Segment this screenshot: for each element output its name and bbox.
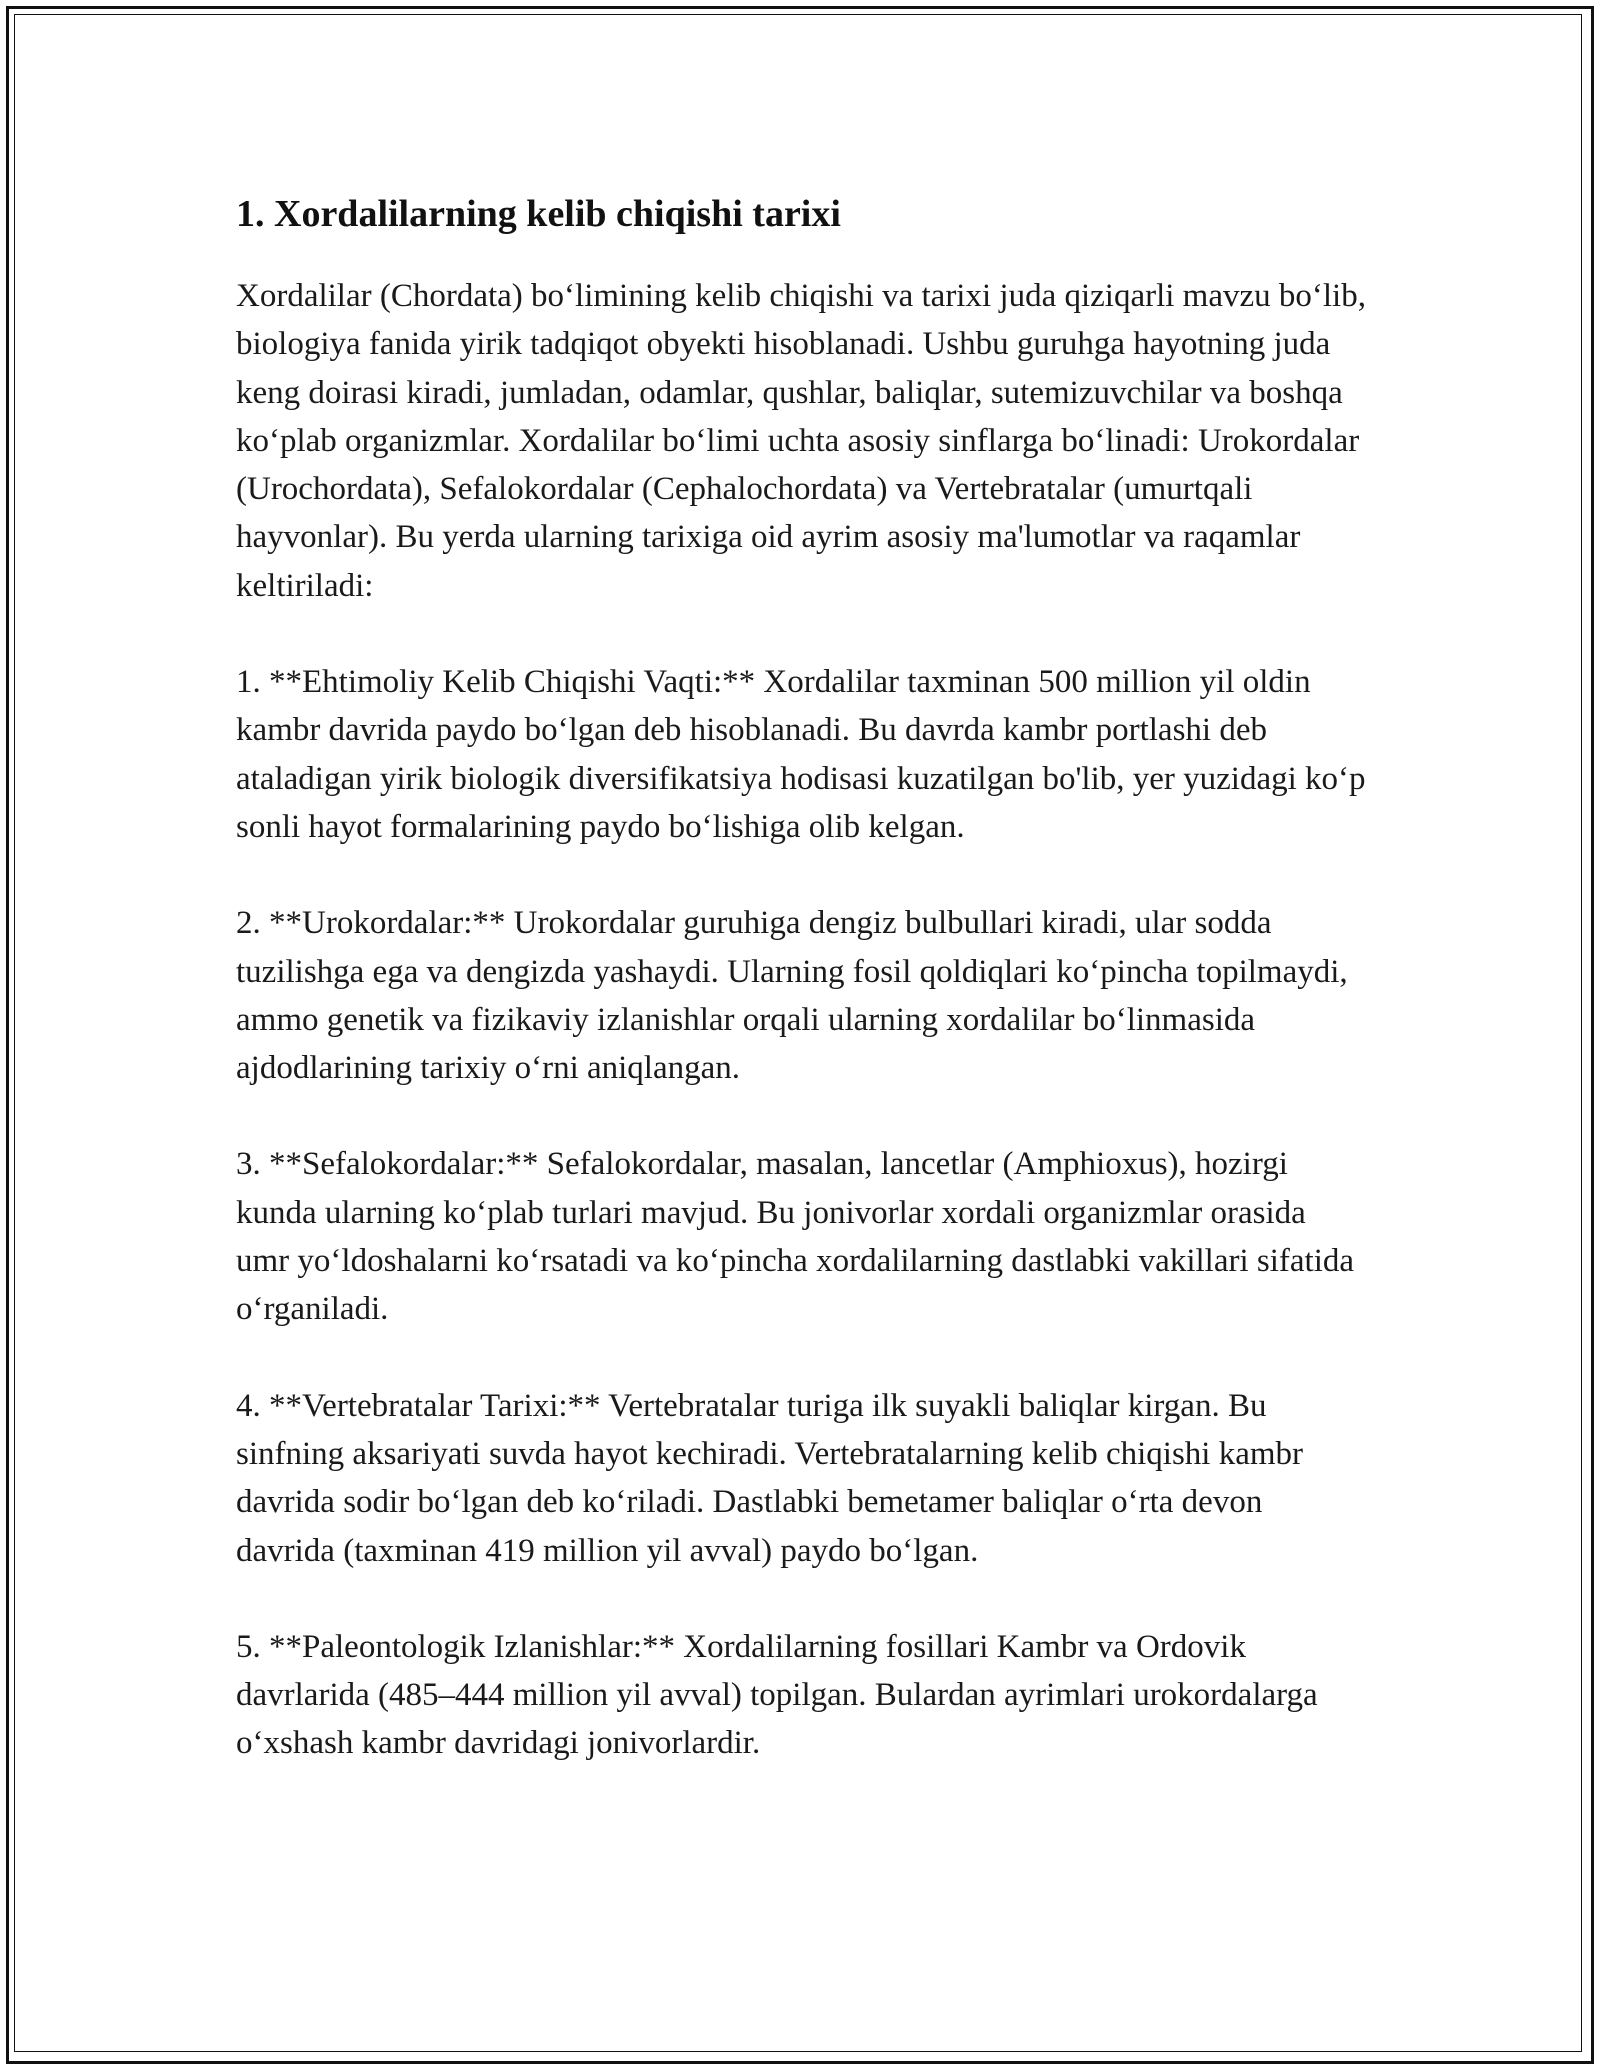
document-title: 1. Xordalilarning kelib chiqishi tarixi [236,193,841,235]
list-item-paleontology: 5. **Paleontologik Izlanishlar:** Xordalilarning fosillari Kambr va Ordovik davrlarida (485–444 million yil avval) topilgan. Bulardan ayrimlari urokordalarga o‘xshash kambr davridagi jonivorlardir. [236,1628,1318,1762]
list-item-origin-time: 1. **Ehtimoliy Kelib Chiqishi Vaqti:** Xordalilar taxminan 500 million yil oldin kambr davrida paydo bo‘lgan deb hisoblanadi. Bu davrda kambr portlashi deb ataladigan yirik biologik diversifikatsiya hodisasi kuzatilgan bo'lib, yer yuzidagi ko‘p sonli hayot formalarining paydo bo‘lishiga olib kelgan. [236,664,1366,845]
document-body [236,186,1366,1816]
list-item-vertebrata-history: 4. **Vertebratalar Tarixi:** Vertebratalar turiga ilk suyakli baliqlar kirgan. Bu sinfning aksariyati suvda hayot kechiradi. Vertebratalarning kelib chiqishi kambr davrida sodir bo‘lgan deb ko‘riladi. Dastlabki bemetamer baliqlar o‘rta devon davrida (taxminan 419 million yil avval) paydo bo‘lgan. [236,1387,1304,1569]
list-item-urochordata: 2. **Urokordalar:** Urokordalar guruhiga dengiz bulbullari kiradi, ular sodda tuzilishga ega va dengizda yashaydi. Ularning fosil qoldiqlari ko‘pincha topilmaydi, ammo genetik va fizikaviy izlanishlar orqali ularning xordalilar bo‘linmasida ajdodlarining tarixiy o‘rni aniqlangan. [236,905,1348,1087]
list-item-cephalochordata: 3. **Sefalokordalar:** Sefalokordalar, masalan, lancetlar (Amphioxus), hozirgi kunda ularning ko‘plab turlari mavjud. Bu jonivorlar xordali organizmlar orasida umr yo‘ldoshalarni ko‘rsatadi va ko‘pincha xordalilarning dastlabki vakillari sifatida o‘rganiladi. [236,1146,1355,1328]
intro-paragraph: Xordalilar (Chordata) bo‘limining kelib chiqishi va tarixi juda qiziqarli mavzu bo‘lib, biologiya fanida yirik tadqiqot obyekti hisoblanadi. Ushbu guruhga hayotning juda keng doirasi kiradi, jumladan, odamlar, qushlar, baliqlar, sutemizuvchilar va boshqa ko‘plab organizmlar. Xordalilar bo‘limi uchta asosiy sinflarga bo‘linadi: Urokordalar (Urochordata), Sefalokordalar (Cephalochordata) va Vertebratalar (umurtqali hayvonlar). Bu yerda ularning tarixiga oid ayrim asosiy ma'lumotlar va raqamlar keltiriladi: [236,278,1366,604]
